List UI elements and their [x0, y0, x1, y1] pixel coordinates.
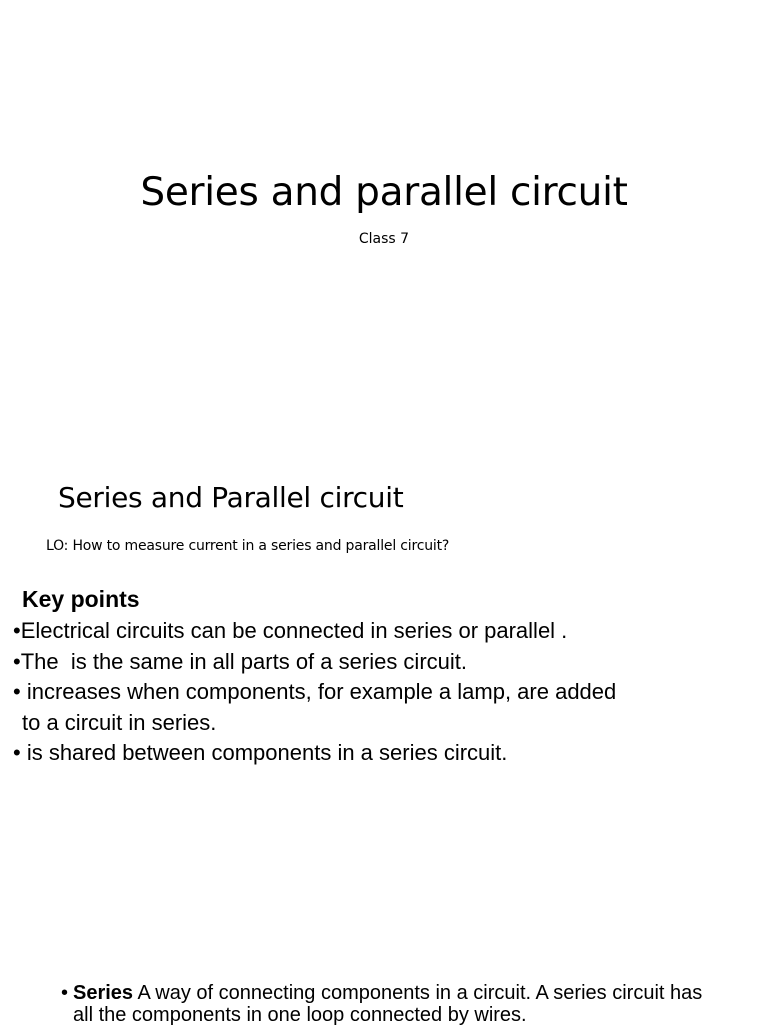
bullet-glyph: •: [61, 982, 69, 1004]
section-title: Series and Parallel circuit: [58, 481, 404, 514]
definition-term: Series: [73, 982, 134, 1004]
learning-objective: LO: How to measure current in a series and parallel circuit?: [46, 538, 450, 554]
slide-title: Series and parallel circuit: [140, 170, 628, 215]
series-definition: [61, 982, 711, 1026]
key-point-continuation: [13, 708, 733, 739]
key-points-heading: Key points: [22, 586, 140, 612]
key-point-item: •The is the same in all parts of a series circuit.: [13, 648, 467, 674]
key-point-item: •Electrical circuits can be connected in series or parallel .: [13, 618, 568, 643]
slide-subtitle: Class 7: [358, 231, 410, 247]
definition-body: A way of connecting components in a circuit. A series circuit has all the components in one loop connected by wires.: [73, 982, 703, 1026]
key-points-list: [13, 616, 733, 769]
definition-text: [61, 982, 711, 1026]
key-point-continuation-text: to a circuit in series.: [22, 709, 217, 735]
key-point-item: • increases when components, for example a lamp, are added: [13, 679, 617, 704]
key-point-item: • is shared between components in a series circuit.: [13, 740, 508, 765]
